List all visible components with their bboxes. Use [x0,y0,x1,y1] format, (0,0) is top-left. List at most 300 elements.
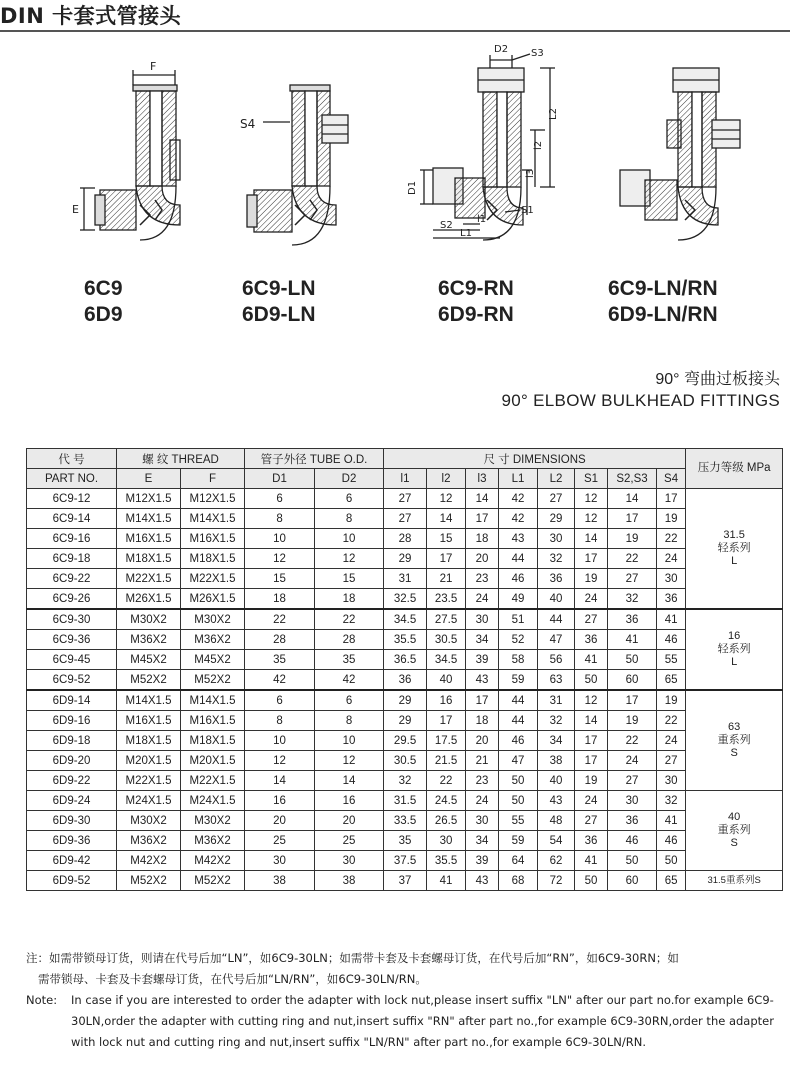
table-cell: 65 [657,871,686,891]
label-D2: D2 [494,44,509,55]
table-cell: 34 [466,831,499,851]
table-cell: 17 [427,549,466,569]
table-cell: 26.5 [427,811,466,831]
table-cell: M18X1.5 [181,549,245,569]
table-cell: 41 [608,630,657,650]
table-cell: 31 [538,690,575,711]
table-cell: 50 [657,851,686,871]
model-2-line1: 6C9-LN [242,277,316,300]
table-cell: 36 [538,569,575,589]
note-en-label: Note: [26,993,58,1007]
table-cell: 41 [427,871,466,891]
table-cell: 36 [608,609,657,630]
table-cell: M14X1.5 [117,690,181,711]
table-cell: 32.5 [384,589,427,610]
table-cell: 21 [427,569,466,589]
table-cell: 39 [466,650,499,670]
table-cell: 22 [657,529,686,549]
table-cell: M36X2 [181,831,245,851]
table-cell: M36X2 [181,630,245,650]
table-cell: 25 [245,831,315,851]
table-cell: 34.5 [384,609,427,630]
notes [26,948,782,1053]
pressure-series-cn: 轻系列 [717,643,751,655]
table-row [27,630,783,650]
table-cell: 30 [466,609,499,630]
table-cell: 32 [384,771,427,791]
header-row-2 [27,469,783,489]
table-cell: 35 [245,650,315,670]
table-cell: M42X2 [181,851,245,871]
table-cell: 21.5 [427,751,466,771]
table-cell: 14 [315,771,384,791]
table-cell: 40 [538,589,575,610]
pressure-series: L [731,656,738,668]
table-cell: 28 [245,630,315,650]
table-cell: 27 [575,811,608,831]
header-col: S2,S3 [608,469,657,489]
table-cell: M30X2 [181,609,245,630]
table-cell: 22 [245,609,315,630]
table-cell: 25 [315,831,384,851]
header-col: F [181,469,245,489]
table-cell: 37 [384,871,427,891]
table-row [27,549,783,569]
table-cell: M36X2 [117,831,181,851]
table-cell: 12 [315,549,384,569]
label-L2: L2 [548,108,559,120]
table-cell: 50 [499,791,538,811]
table-cell: 17 [575,751,608,771]
model-4-line2: 6D9-LN/RN [608,303,718,326]
header-row-1 [27,449,783,469]
table-row [27,831,783,851]
table-cell: 20 [245,811,315,831]
table-cell: M36X2 [117,630,181,650]
table-cell: 12 [575,509,608,529]
table-cell: 63 [538,670,575,691]
table-cell: 35 [384,831,427,851]
pressure-value: 31.5 [723,529,745,541]
model-1-line2: 6D9 [84,303,123,326]
table-cell: 44 [499,711,538,731]
table-cell: M24X1.5 [181,791,245,811]
table-cell: 34 [466,630,499,650]
table-row [27,811,783,831]
table-cell: 30 [657,771,686,791]
table-cell: 17 [608,509,657,529]
table-cell: 32 [538,549,575,569]
table-cell: M14X1.5 [117,509,181,529]
table-cell: 14 [575,711,608,731]
table-cell: 16 [315,791,384,811]
pressure-series-cn: 轻系列 [717,542,751,554]
table-row [27,771,783,791]
table-cell: 42 [499,509,538,529]
pressure-series-cn: 重系列 [717,824,751,836]
table-row [27,529,783,549]
table-cell: 43 [466,670,499,691]
table-cell: 46 [608,831,657,851]
table-cell: M45X2 [181,650,245,670]
table-row [27,711,783,731]
table-cell: 31 [384,569,427,589]
table-cell: 12 [245,751,315,771]
table-cell: 20 [315,811,384,831]
header-col: L2 [538,469,575,489]
table-cell: 72 [538,871,575,891]
table-cell: 55 [657,650,686,670]
table-cell: 59 [499,670,538,691]
table-cell: 29 [384,690,427,711]
table-cell: M52X2 [181,871,245,891]
table-cell: 6C9-45 [27,650,117,670]
table-cell: 37.5 [384,851,427,871]
table-cell: 68 [499,871,538,891]
table-cell: M30X2 [117,811,181,831]
table-cell: 34 [538,731,575,751]
table-row [27,609,783,630]
note-en-text-1: In case if you are interested to order the adapter with lock nut,please insert suffix "LN" after our part no.for example 6C9- [71,993,774,1007]
table-cell: 8 [245,711,315,731]
table-cell: 42 [315,670,384,691]
table-row [27,851,783,871]
table-cell: 27 [384,509,427,529]
table-cell: 65 [657,670,686,691]
pressure-cell [686,791,783,871]
table-cell: 36.5 [384,650,427,670]
table-cell: 27 [575,609,608,630]
header-code: 代 号 [27,449,117,469]
subtitle-en: 90° ELBOW BULKHEAD FITTINGS [501,391,780,410]
table-cell: 32 [657,791,686,811]
table-cell: 47 [538,630,575,650]
model-1-line1: 6C9 [84,277,123,300]
table-cell: 8 [315,509,384,529]
table-cell: 6D9-22 [27,771,117,791]
note-en-text-2: 30LN,order the adapter with cutting ring and nut,insert suffix "RN" after part no.,for example 6C9-30RN,order the adapter [71,1014,774,1028]
label-D1: D1 [407,180,418,195]
fitting-drawings [0,40,800,300]
table-cell: M16X1.5 [117,711,181,731]
table-cell: 17.5 [427,731,466,751]
table-cell: 36 [657,589,686,610]
table-cell: M45X2 [117,650,181,670]
table-row [27,650,783,670]
table-cell: 19 [608,529,657,549]
table-cell: 27 [608,569,657,589]
table-cell: 12 [315,751,384,771]
table-cell: 44 [499,690,538,711]
table-row [27,589,783,610]
pressure-value: 31.5重系列S [707,875,761,886]
table-cell: 24 [466,589,499,610]
table-cell: 24 [608,751,657,771]
table-cell: M14X1.5 [181,690,245,711]
drawing-6c9-lnrn [620,68,740,240]
label-S1: S1 [521,205,534,216]
table-cell: 12 [575,690,608,711]
table-cell: 6C9-26 [27,589,117,610]
table-cell: 27 [538,489,575,509]
subtitle-cn: 90° 弯曲过板接头 [655,371,780,388]
table-cell: 24 [657,549,686,569]
table-cell: 18 [245,589,315,610]
table-cell: 33.5 [384,811,427,831]
table-cell: 44 [538,609,575,630]
table-cell: 6C9-12 [27,489,117,509]
pressure-value: 63 [728,721,741,733]
table-cell: 17 [466,690,499,711]
table-cell: M30X2 [117,609,181,630]
table-cell: 30 [466,811,499,831]
header-col: l2 [427,469,466,489]
table-cell: 23 [466,771,499,791]
table-cell: 19 [575,569,608,589]
table-cell: 44 [499,549,538,569]
table-cell: 55 [499,811,538,831]
header-col: PART NO. [27,469,117,489]
table-cell: 17 [466,509,499,529]
table-cell: 50 [608,650,657,670]
table-cell: 6D9-24 [27,791,117,811]
table-cell: 17 [608,690,657,711]
table-cell: 38 [315,871,384,891]
label-S3: S3 [531,48,544,59]
table-cell: 41 [575,851,608,871]
table-cell: 21 [466,751,499,771]
table-row [27,690,783,711]
table-cell: 6 [245,690,315,711]
header-col: l3 [466,469,499,489]
table-cell: 40 [427,670,466,691]
table-cell: 6D9-42 [27,851,117,871]
table-cell: 50 [575,670,608,691]
table-cell: 42 [245,670,315,691]
table-cell: 10 [245,731,315,751]
table-cell: 15 [315,569,384,589]
header-col: D1 [245,469,315,489]
drawing-6c9-ln [247,85,348,245]
table-cell: 6D9-30 [27,811,117,831]
table-cell: 41 [657,609,686,630]
table-cell: M20X1.5 [181,751,245,771]
table-cell: 17 [657,489,686,509]
table-cell: 27 [657,751,686,771]
table-cell: 17 [575,731,608,751]
table-cell: 15 [427,529,466,549]
table-cell: 24 [657,731,686,751]
table-cell: 23 [466,569,499,589]
table-cell: 12 [245,549,315,569]
table-cell: M16X1.5 [117,529,181,549]
table-cell: 6C9-30 [27,609,117,630]
table-cell: 10 [315,731,384,751]
table-cell: 46 [499,569,538,589]
table-cell: M52X2 [181,670,245,691]
pressure-cell [686,609,783,690]
table-cell: 30.5 [384,751,427,771]
table-cell: M26X1.5 [181,589,245,610]
header-pressure: 压力等级 MPa [686,449,783,489]
table-cell: 27 [608,771,657,791]
table-cell: M16X1.5 [181,711,245,731]
label-L1: L1 [460,228,472,239]
table-cell: 18 [466,711,499,731]
table-cell: 38 [538,751,575,771]
table-cell: 46 [499,731,538,751]
table-cell: 29.5 [384,731,427,751]
table-row [27,751,783,771]
table-cell: 30 [657,569,686,589]
table-cell: 48 [538,811,575,831]
table-cell: M12X1.5 [181,489,245,509]
label-S4: S4 [240,117,256,131]
pressure-cell [686,489,783,610]
table-cell: 42 [499,489,538,509]
note-en-text-3: with lock nut and cutting ring and nut,insert suffix "LN/RN" after part no.,for example 6C9-30LN/RN. [71,1035,646,1049]
table-cell: 56 [538,650,575,670]
table-cell: 46 [657,831,686,851]
table-cell: 50 [499,771,538,791]
table-cell: 36 [608,811,657,831]
table-cell: 22 [315,609,384,630]
label-l1: l1 [477,214,487,225]
label-F: F [150,60,157,73]
pressure-value: 40 [728,811,741,823]
table-cell: 27 [384,489,427,509]
table-cell: 22 [427,771,466,791]
table-cell: 14 [245,771,315,791]
table-cell: 31.5 [384,791,427,811]
header-thread: 螺 纹 THREAD [117,449,245,469]
table-cell: 29 [384,549,427,569]
table-cell: 6C9-36 [27,630,117,650]
table-cell: 6D9-52 [27,871,117,891]
table-cell: 28 [384,529,427,549]
header-col: L1 [499,469,538,489]
pressure-series: S [730,837,738,849]
table-cell: 43 [499,529,538,549]
table-cell: 17 [427,711,466,731]
table-cell: 58 [499,650,538,670]
table-cell: 62 [538,851,575,871]
pressure-series-cn: 重系列 [717,734,751,746]
table-cell: 35 [315,650,384,670]
title-rule [0,30,790,32]
table-cell: M42X2 [117,851,181,871]
table-cell: 6 [245,489,315,509]
table-cell: 36 [384,670,427,691]
table-cell: 64 [499,851,538,871]
table-cell: 30 [538,529,575,549]
pressure-series: L [731,555,738,567]
note-en-line-1 [26,990,782,1011]
table-row [27,871,783,891]
table-cell: M22X1.5 [181,569,245,589]
table-cell: 14 [427,509,466,529]
table-cell: 15 [245,569,315,589]
header-dims: 尺 寸 DIMENSIONS [384,449,686,469]
table-row [27,569,783,589]
table-cell: 30 [608,791,657,811]
table-cell: 20 [466,731,499,751]
pressure-cell [686,871,783,891]
table-cell: 54 [538,831,575,851]
table-row [27,509,783,529]
table-cell: 6D9-20 [27,751,117,771]
table-cell: 19 [608,711,657,731]
table-cell: 22 [608,731,657,751]
table-cell: 6 [315,489,384,509]
table-cell: 29 [538,509,575,529]
table-cell: 46 [657,630,686,650]
table-cell: 49 [499,589,538,610]
table-cell: 14 [466,489,499,509]
header-col: l1 [384,469,427,489]
table-cell: M16X1.5 [181,529,245,549]
table-cell: M18X1.5 [181,731,245,751]
table-cell: 23.5 [427,589,466,610]
table-cell: 28 [315,630,384,650]
table-row [27,489,783,509]
table-cell: 35.5 [427,851,466,871]
table-cell: 12 [427,489,466,509]
table-cell: 6C9-16 [27,529,117,549]
table-cell: 50 [575,871,608,891]
table-cell: 19 [657,690,686,711]
table-cell: M30X2 [181,811,245,831]
table-cell: M52X2 [117,871,181,891]
table-cell: 6C9-22 [27,569,117,589]
header-col: S4 [657,469,686,489]
table-cell: 27.5 [427,609,466,630]
table-cell: 29 [384,711,427,731]
model-3-line2: 6D9-RN [438,303,514,326]
table-cell: 10 [315,529,384,549]
note-cn-line-2: 需带锁母、卡套及卡套螺母订货，在代号后加“LN/RN”，如6C9-30LN/RN。 [38,972,427,986]
drawing-6c9 [80,70,180,240]
table-cell: 6D9-16 [27,711,117,731]
table-cell: 16 [427,690,466,711]
table-cell: 22 [657,711,686,731]
header-col: S1 [575,469,608,489]
table-cell: 6 [315,690,384,711]
table-cell: 6D9-14 [27,690,117,711]
table-cell: 43 [538,791,575,811]
table-cell: 32 [538,711,575,731]
table-cell: 17 [575,549,608,569]
table-cell: 18 [466,529,499,549]
table-cell: M12X1.5 [117,489,181,509]
label-E: E [72,203,79,216]
table-cell: 30 [315,851,384,871]
table-cell: 59 [499,831,538,851]
table-cell: M20X1.5 [117,751,181,771]
table-cell: 30 [245,851,315,871]
table-cell: 24.5 [427,791,466,811]
table-cell: 35.5 [384,630,427,650]
table-cell: 14 [575,529,608,549]
table-cell: 24 [466,791,499,811]
header-col: D2 [315,469,384,489]
header-col: E [117,469,181,489]
table-cell: 19 [657,509,686,529]
table-cell: 6D9-36 [27,831,117,851]
table-cell: M14X1.5 [181,509,245,529]
table-cell: 18 [315,589,384,610]
label-S2: S2 [440,220,453,231]
